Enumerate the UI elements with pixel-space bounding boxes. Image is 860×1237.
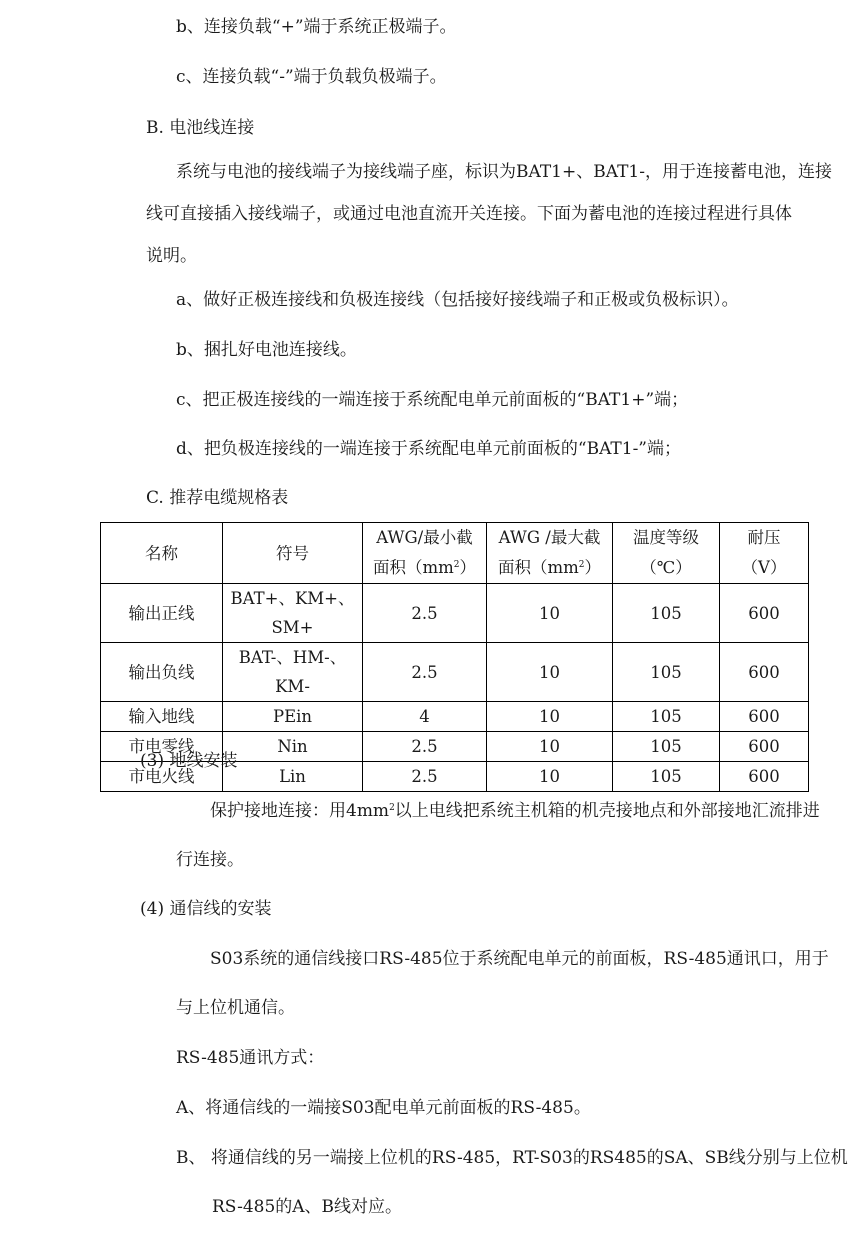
cell-temp: 105 [613,643,720,702]
header-text: （V） [741,558,787,577]
cell-awg-max: 10 [487,702,613,732]
list-item: B、 将通信线的另一端接上位机的RS-485，RT-S03的RS485的SA、SB线分别与上位机 [176,1148,848,1168]
cell-temp: 105 [613,762,720,792]
superscript: 2 [578,560,585,570]
list-item: a、做好正极连接线和负极连接线（包括接好接线端子和正极或负极标识）。 [176,290,739,310]
table-header-row [101,523,809,584]
table-row [101,643,809,702]
paragraph-line: 说明。 [146,246,197,266]
cell-voltage: 600 [720,643,809,702]
section-heading: (4) 通信线的安装 [140,899,272,919]
superscript: 2 [453,560,460,570]
cell-voltage: 600 [720,702,809,732]
cell-name: 输入地线 [101,702,223,732]
paragraph-line: 线可直接插入接线端子，或通过电池直流开关连接。下面为蓄电池的连接过程进行具体 [146,204,792,224]
table-row [101,702,809,732]
table-row [101,584,809,643]
cell-voltage: 600 [720,732,809,762]
superscript: 2 [389,803,395,813]
cell-name: 输出负线 [101,643,223,702]
cell-awg-max: 10 [487,732,613,762]
paragraph-line: 系统与电池的接线端子为接线端子座，标识为BAT1+、BAT1-，用于连接蓄电池，连接 [176,162,832,182]
header-text: AWG/最小截 [376,528,473,547]
header-text: ） [584,558,602,577]
list-item: c、把正极连接线的一端连接于系统配电单元前面板的“BAT1+”端； [176,390,689,410]
text-run: 以上电线把系统主机箱的机壳接地点和外部接地汇流排进 [394,801,820,821]
header-awg-min [363,523,487,584]
header-text [489,553,610,583]
section-heading: (3) 地线安装 [140,751,238,771]
text-line: c、连接负载“-”端于负载负极端子。 [176,67,447,87]
cell-temp: 105 [613,732,720,762]
section-heading: C. 推荐电缆规格表 [146,488,289,508]
cell-awg-min: 2.5 [363,643,487,702]
header-awg-max [487,523,613,584]
list-item: d、把负极连接线的一端连接于系统配电单元前面板的“BAT1-”端； [176,439,682,459]
cell-name: 市电零线 [101,732,223,762]
text-line: b、连接负载“+”端于系统正极端子。 [176,17,457,37]
cell-name: 输出正线 [101,584,223,643]
cell-voltage: 600 [720,762,809,792]
header-text: 耐压 [747,528,781,547]
paragraph-line: 与上位机通信。 [176,998,295,1018]
text-run: 保护接地连接：用4mm [210,801,390,821]
header-text: 温度等级 [633,528,699,547]
cell-temp: 105 [613,702,720,732]
paragraph-line: RS-485通讯方式： [176,1048,325,1068]
cell-awg-min: 2.5 [363,732,487,762]
header-text [365,553,484,583]
header-text: （℃） [640,558,692,577]
cell-awg-max: 10 [487,762,613,792]
cell-awg-min: 2.5 [363,762,487,792]
section-heading: B. 电池线连接 [146,118,255,138]
header-voltage [720,523,809,584]
cell-awg-max: 10 [487,643,613,702]
cell-awg-min: 2.5 [363,584,487,643]
paragraph-line: 行连接。 [176,850,244,870]
cell-symbol: BAT+、KM+、SM+ [223,584,363,643]
header-name: 名称 [101,523,223,584]
paragraph-line: S03系统的通信线接口RS-485位于系统配电单元的前面板，RS-485通讯口，用于 [210,949,829,969]
cell-awg-max: 10 [487,584,613,643]
cell-name: 市电火线 [101,762,223,792]
paragraph-line [210,800,820,822]
header-temp [613,523,720,584]
header-text: 面积（mm [497,558,579,577]
cell-symbol: Nin [223,732,363,762]
header-text: ） [459,558,477,577]
cell-symbol: BAT-、HM-、KM- [223,643,363,702]
cell-symbol: PEin [223,702,363,732]
list-item: RS-485的A、B线对应。 [212,1197,403,1217]
header-text: 面积（mm [372,558,454,577]
list-item: A、将通信线的一端接S03配电单元前面板的RS-485。 [176,1098,591,1118]
header-text: AWG /最大截 [498,528,601,547]
cell-symbol: Lin [223,762,363,792]
list-item: b、捆扎好电池连接线。 [176,340,357,360]
cell-temp: 105 [613,584,720,643]
cell-voltage: 600 [720,584,809,643]
cell-awg-min: 4 [363,702,487,732]
header-symbol: 符号 [223,523,363,584]
